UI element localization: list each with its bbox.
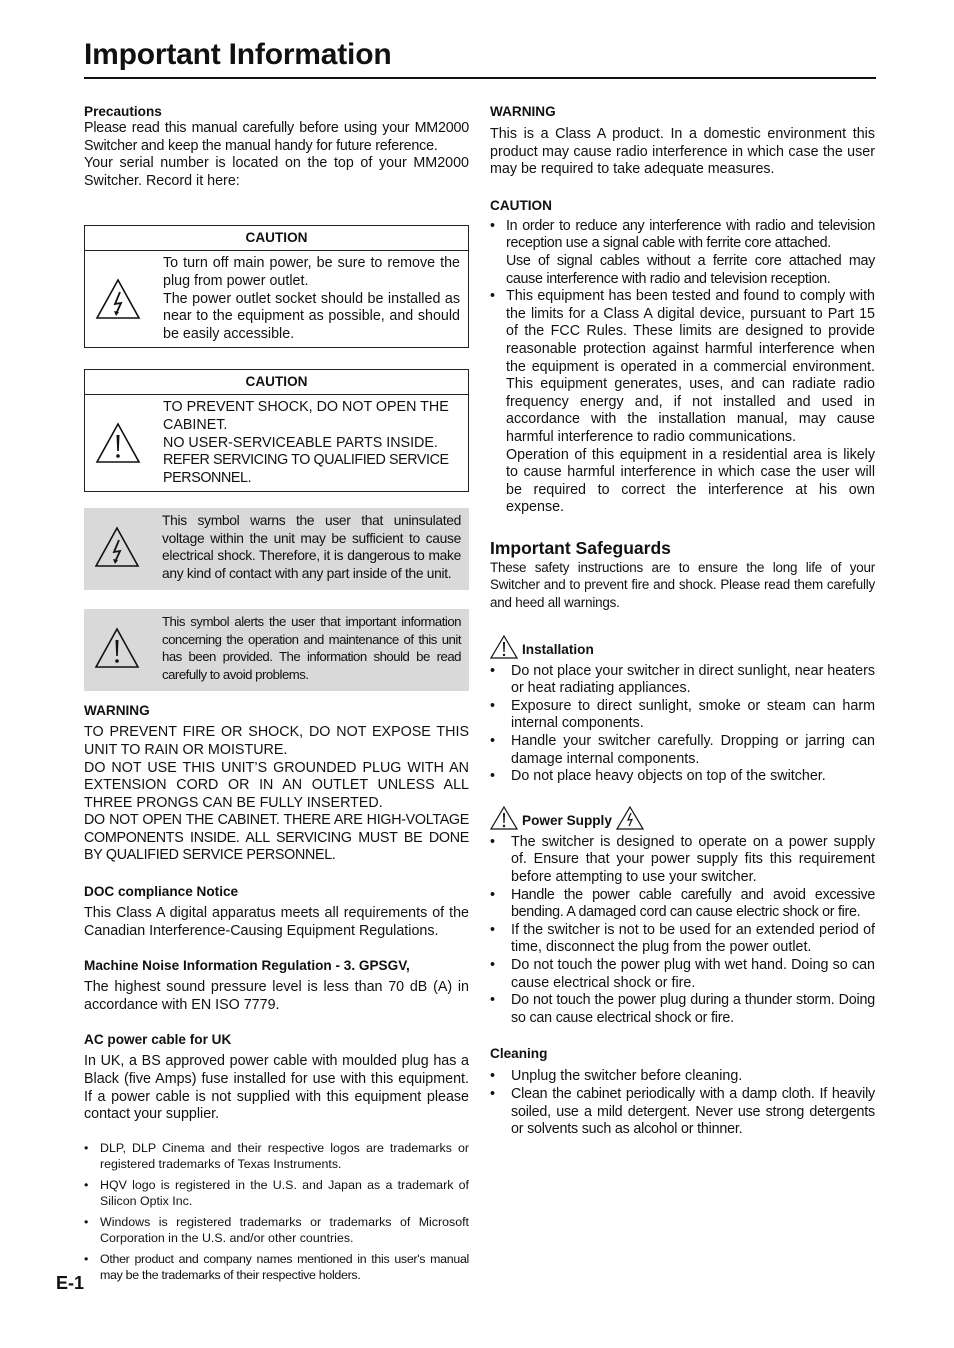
caution-box-power xyxy=(84,225,469,348)
lightning-triangle-icon xyxy=(95,255,163,343)
list-item: • HQV logo is registered in the U.S. and Japan as a trademark of Silicon Optix Inc. xyxy=(84,1177,469,1209)
list-item: • The switcher is designed to operate on a power supply of. Ensure that your power supply fits this requirement before attempting to use your switcher. xyxy=(490,834,875,887)
warning-text-1: TO PREVENT FIRE OR SHOCK, DO NOT EXPOSE THIS UNIT TO RAIN OR MOISTURE. xyxy=(84,724,469,758)
list-item: • Clean the cabinet periodically with a damp cloth. If heavily soiled, use a mild detergent. Never use strong detergents or solvents such as alcohol or thinner. xyxy=(490,1086,875,1139)
symbol-lightning-box xyxy=(84,508,469,590)
exclamation-triangle-icon xyxy=(94,613,162,683)
caution-heading: CAUTION xyxy=(490,197,552,213)
caution-list xyxy=(490,218,875,517)
power-list xyxy=(490,834,875,1028)
symbol-lightning-text: This symbol warns the user that uninsulated voltage within the unit may be sufficient to cause electrical shock. Therefore, it is dangerous to make any kind of contact with any part inside of the unit. xyxy=(162,513,461,581)
caution-label: CAUTION xyxy=(85,226,468,251)
list-item: • Unplug the switcher before cleaning. xyxy=(490,1068,875,1086)
title-rule xyxy=(84,77,876,79)
precautions-heading: Precautions xyxy=(84,104,162,119)
cleaning-heading: Cleaning xyxy=(490,1046,548,1062)
exclamation-triangle-icon xyxy=(95,399,163,487)
serial-text: Your serial number is located on the top of your MM2000 Switcher. Record it here: xyxy=(84,155,469,189)
list-item: • If the switcher is not to be used for an extended period of time, disconnect the plug from the power outlet. xyxy=(490,922,875,957)
doc-text: This Class A digital apparatus meets all requirements of the Canadian Interference-Causing Equipment Regulations. xyxy=(84,905,469,939)
list-item: • Windows is registered trademarks or trademarks of Microsoft Corporation in the U.S. and/or other countries. xyxy=(84,1214,469,1246)
installation-heading-row xyxy=(490,635,875,659)
lightning-triangle-icon xyxy=(616,806,644,830)
noise-heading: Machine Noise Information Regulation - 3. GPSGV, xyxy=(84,958,410,974)
list-item: • Do not place your switcher in direct sunlight, near heaters or heat radiating appliances. xyxy=(490,663,875,698)
list-item: • Do not touch the power plug during a thunder storm. Doing so can cause electrical shock or fire. xyxy=(490,992,875,1027)
caution-item-2: This equipment has been tested and found to comply with the limits for a Class A digital device, pursuant to Part 15 of the FCC Rules. These limits are designed to provide reasonable protection against harmful interference when the equipment is operated in a commercial environment. This equipment generates, uses, and can radiate radio frequency energy and, if not installed and used in accordance with the installation manual, may cause harmful interference to radio communications. xyxy=(506,288,875,445)
installation-heading: Installation xyxy=(522,642,594,658)
caution-shock-text-3: REFER SERVICING TO QUALIFIED SERVICE PERSONNEL. xyxy=(163,452,449,486)
ac-text: In UK, a BS approved power cable with moulded plug has a Black (five Amps) fuse installed for use with this equipment. If a power cable is not supplied with this equipment please contact your supplier. xyxy=(84,1053,469,1123)
exclamation-triangle-icon xyxy=(490,806,518,830)
list-item: • Exposure to direct sunlight, smoke or steam can harm internal components. xyxy=(490,698,875,733)
caution-box-shock xyxy=(84,369,469,492)
list-item xyxy=(490,218,875,288)
list-item: • Do not touch the power plug with wet hand. Doing so can cause electrical shock or fire. xyxy=(490,957,875,992)
list-item: • DLP, DLP Cinema and their respective logos are trademarks or registered trademarks of Texas Instruments. xyxy=(84,1140,469,1172)
right-column xyxy=(490,103,875,1139)
warning-heading: WARNING xyxy=(490,104,556,119)
caution-label: CAUTION xyxy=(85,370,468,395)
symbol-exclamation-text: This symbol alerts the user that important information concerning the operation and maintenance of this unit has been provided. The information should be read carefully to avoid problems. xyxy=(162,614,461,682)
safeguards-heading: Important Safeguards xyxy=(490,537,671,558)
safeguards-intro: These safety instructions are to ensure the long life of your Switcher and to prevent fire and shock. Please read them carefully and heed all warnings. xyxy=(490,559,875,611)
list-item: • Other product and company names mentioned in this user's manual may be the trademarks of their respective holders. xyxy=(84,1251,469,1283)
caution-shock-text-1: TO PREVENT SHOCK, DO NOT OPEN THE CABINET. xyxy=(163,399,449,433)
warning-text-3: DO NOT OPEN THE CABINET. THERE ARE HIGH-VOLTAGE COMPONENTS INSIDE. ALL SERVICING MUST BE DONE BY QUALIFIED SERVICE PERSONNEL. xyxy=(84,812,469,864)
installation-list xyxy=(490,663,875,786)
list-item: • Do not place heavy objects on top of the switcher. xyxy=(490,768,875,786)
power-heading-row xyxy=(490,806,875,830)
power-heading: Power Supply xyxy=(522,813,612,829)
list-item: • Handle the power cable carefully and avoid excessive bending. A damaged cord can cause electric shock or fire. xyxy=(490,887,875,922)
doc-heading: DOC compliance Notice xyxy=(84,884,239,900)
noise-text: The highest sound pressure level is less than 70 dB (A) in accordance with EN ISO 7779. xyxy=(84,979,469,1013)
trademark-list xyxy=(84,1140,469,1283)
caution-text-2: The power outlet socket should be installed as near to the equipment as possible, and should be easily accessible. xyxy=(163,290,460,342)
symbol-exclamation-box xyxy=(84,609,469,691)
list-item: • Handle your switcher carefully. Dropping or jarring can damage internal components. xyxy=(490,733,875,768)
left-column xyxy=(84,103,469,1288)
ac-heading: AC power cable for UK xyxy=(84,1032,232,1048)
warning-heading: WARNING xyxy=(84,703,150,719)
list-item xyxy=(490,288,875,517)
page-number: E-1 xyxy=(56,1273,85,1293)
cleaning-list xyxy=(490,1068,875,1138)
warning-text-2: DO NOT USE THIS UNIT’S GROUNDED PLUG WITH AN EXTENSION CORD OR IN AN OUTLET UNLESS ALL THREE PRONGS CAN BE FULLY INSERTED. xyxy=(84,759,469,811)
precautions-text: Please read this manual carefully before using your MM2000 Switcher and keep the manual handy for future reference. xyxy=(84,120,469,154)
caution-item-1b: Use of signal cables without a ferrite core attached may cause interference with radio and television reception. xyxy=(506,252,875,287)
exclamation-triangle-icon xyxy=(490,635,518,659)
caution-text-1: To turn off main power, be sure to remove the plug from power outlet. xyxy=(163,255,460,289)
caution-item-2b: Operation of this equipment in a residential area is likely to cause harmful interference in which case the user will be required to correct the interference at his own expense. xyxy=(506,446,875,516)
page-title: Important Information xyxy=(84,38,392,71)
lightning-triangle-icon xyxy=(94,512,162,582)
warning-class-a-text: This is a Class A product. In a domestic environment this product may cause radio interference in which case the user may be required to take adequate measures. xyxy=(490,126,875,178)
caution-item-1: In order to reduce any interference with radio and television reception use a signal cable with ferrite core attached. xyxy=(506,217,875,252)
caution-shock-text-2: NO USER-SERVICEABLE PARTS INSIDE. xyxy=(163,434,438,451)
